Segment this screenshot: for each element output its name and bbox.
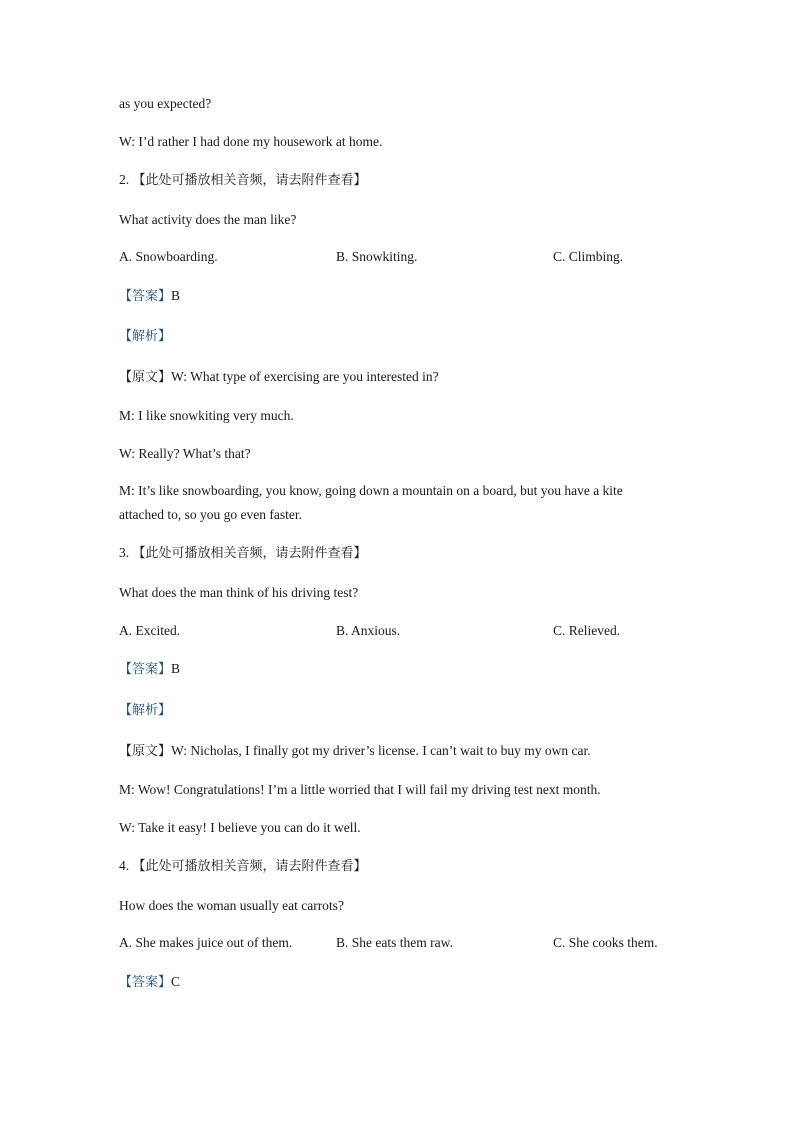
option-a: A. Excited. — [119, 623, 181, 638]
transcript-line — [119, 742, 591, 761]
transcript-line: M: Wow! Congratulations! I’m a little worried that I will fail my driving test next month. — [119, 782, 601, 797]
option-b: B. Snowkiting. — [336, 249, 418, 264]
answer-value: C — [171, 974, 181, 989]
answer-label: 【答案】 — [119, 289, 172, 304]
analysis-line — [119, 327, 171, 346]
answer-label: 【答案】 — [119, 975, 172, 990]
option-c: C. Relieved. — [553, 623, 621, 638]
question-number: 2. — [119, 172, 133, 187]
option-c: C. She cooks them. — [553, 935, 658, 950]
question-3-header — [119, 544, 367, 563]
audio-placeholder-link[interactable]: 【此处可播放相关音频，请去附件查看】 — [132, 546, 367, 561]
answer-line — [119, 287, 180, 306]
question-number: 4. — [119, 858, 133, 873]
option-b: B. She eats them raw. — [336, 935, 453, 950]
transcript-line: M: I like snowkiting very much. — [119, 408, 294, 423]
original-label: 【原文】 — [119, 370, 172, 385]
transcript-line: attached to, so you go even faster. — [119, 507, 302, 522]
question-number: 3. — [119, 545, 133, 560]
audio-placeholder-link[interactable]: 【此处可播放相关音频，请去附件查看】 — [132, 859, 367, 874]
answer-line — [119, 660, 180, 679]
transcript-text: W: What type of exercising are you interested in? — [171, 369, 439, 384]
question-4-header — [119, 857, 367, 876]
question-2-header — [119, 171, 367, 190]
question-4-text: How does the woman usually eat carrots? — [119, 898, 344, 913]
audio-placeholder-link[interactable]: 【此处可播放相关音频，请去附件查看】 — [132, 173, 367, 188]
transcript-line: M: It’s like snowboarding, you know, going down a mountain on a board, but you have a kite — [119, 483, 623, 498]
question-2-text: What activity does the man like? — [119, 212, 297, 227]
question-3-text: What does the man think of his driving test? — [119, 585, 359, 600]
option-a: A. She makes juice out of them. — [119, 935, 293, 950]
answer-value: B — [171, 288, 181, 303]
analysis-label: 【解析】 — [119, 329, 172, 344]
text-line: as you expected? — [119, 96, 212, 111]
option-c: C. Climbing. — [553, 249, 624, 264]
transcript-line: W: Take it easy! I believe you can do it well. — [119, 820, 361, 835]
answer-line — [119, 973, 180, 992]
analysis-line — [119, 701, 171, 720]
transcript-line: W: Really? What’s that? — [119, 446, 251, 461]
transcript-text: W: Nicholas, I finally got my driver’s license. I can’t wait to buy my own car. — [171, 743, 591, 758]
option-b: B. Anxious. — [336, 623, 401, 638]
text-line: W: I’d rather I had done my housework at home. — [119, 134, 383, 149]
answer-label: 【答案】 — [119, 662, 172, 677]
transcript-line — [119, 368, 439, 387]
answer-value: B — [171, 661, 181, 676]
analysis-label: 【解析】 — [119, 703, 172, 718]
original-label: 【原文】 — [119, 744, 172, 759]
option-a: A. Snowboarding. — [119, 249, 218, 264]
